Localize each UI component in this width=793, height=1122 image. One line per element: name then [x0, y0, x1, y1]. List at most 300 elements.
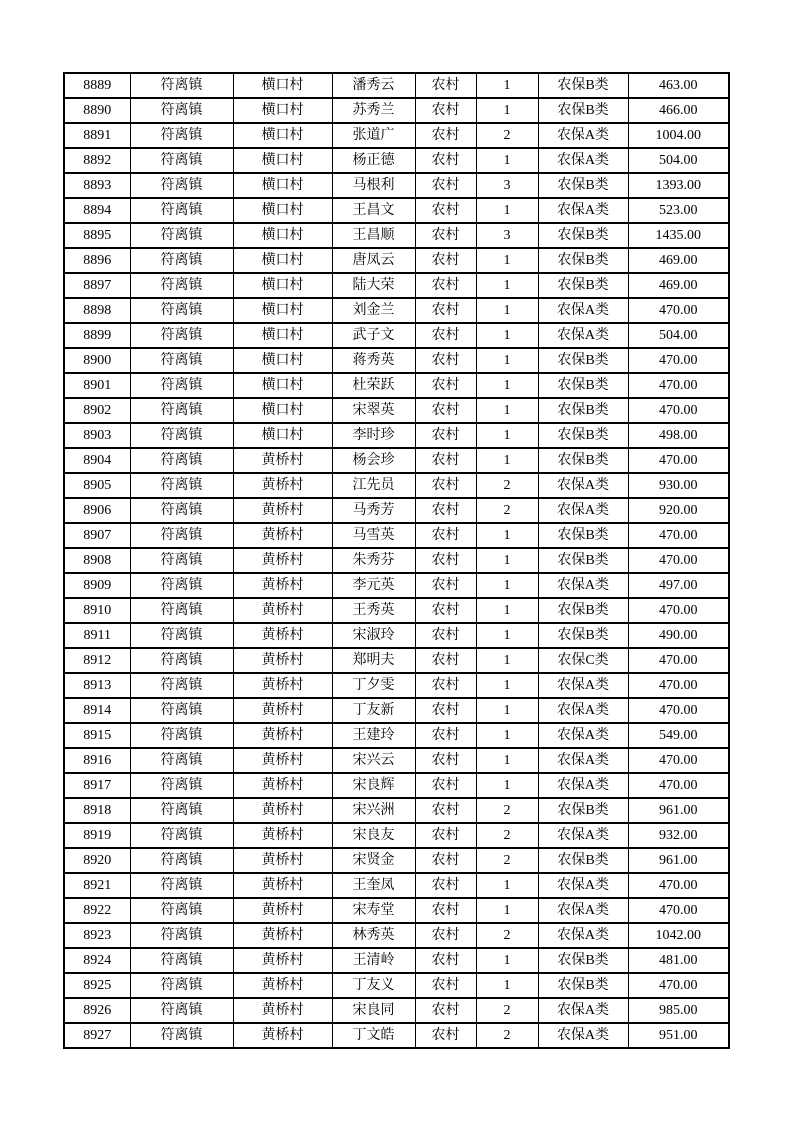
table-row [64, 323, 729, 348]
cell-town: 符离镇 [130, 123, 233, 148]
cell-type: 农村 [415, 198, 476, 223]
cell-count: 2 [476, 923, 538, 948]
cell-count: 2 [476, 498, 538, 523]
cell-town: 符离镇 [130, 673, 233, 698]
cell-village: 黄桥村 [233, 923, 332, 948]
table-row [64, 973, 729, 998]
cell-id: 8902 [64, 398, 130, 423]
cell-name: 杨正德 [332, 148, 415, 173]
cell-count: 1 [476, 873, 538, 898]
cell-village: 黄桥村 [233, 523, 332, 548]
cell-id: 8909 [64, 573, 130, 598]
cell-name: 丁文皓 [332, 1023, 415, 1048]
cell-town: 符离镇 [130, 473, 233, 498]
cell-village: 横口村 [233, 398, 332, 423]
cell-type: 农村 [415, 798, 476, 823]
cell-count: 2 [476, 848, 538, 873]
cell-town: 符离镇 [130, 423, 233, 448]
cell-id: 8925 [64, 973, 130, 998]
cell-amount: 470.00 [628, 448, 729, 473]
cell-count: 1 [476, 448, 538, 473]
cell-name: 王昌文 [332, 198, 415, 223]
cell-category: 农保B类 [538, 523, 628, 548]
cell-town: 符离镇 [130, 273, 233, 298]
table-row [64, 148, 729, 173]
table-row [64, 348, 729, 373]
cell-id: 8918 [64, 798, 130, 823]
cell-category: 农保B类 [538, 223, 628, 248]
cell-id: 8919 [64, 823, 130, 848]
cell-amount: 504.00 [628, 323, 729, 348]
cell-id: 8923 [64, 923, 130, 948]
cell-category: 农保B类 [538, 598, 628, 623]
cell-town: 符离镇 [130, 148, 233, 173]
cell-village: 黄桥村 [233, 798, 332, 823]
cell-amount: 1393.00 [628, 173, 729, 198]
cell-village: 横口村 [233, 323, 332, 348]
cell-category: 农保B类 [538, 448, 628, 473]
cell-name: 林秀英 [332, 923, 415, 948]
table-row [64, 398, 729, 423]
table-body [64, 73, 729, 1048]
cell-category: 农保A类 [538, 198, 628, 223]
cell-count: 2 [476, 823, 538, 848]
cell-id: 8906 [64, 498, 130, 523]
cell-village: 黄桥村 [233, 998, 332, 1023]
cell-type: 农村 [415, 448, 476, 473]
table-row [64, 248, 729, 273]
cell-type: 农村 [415, 98, 476, 123]
cell-amount: 470.00 [628, 973, 729, 998]
cell-count: 3 [476, 223, 538, 248]
cell-name: 宋兴云 [332, 748, 415, 773]
cell-category: 农保A类 [538, 923, 628, 948]
cell-category: 农保A类 [538, 873, 628, 898]
cell-town: 符离镇 [130, 723, 233, 748]
cell-name: 苏秀兰 [332, 98, 415, 123]
cell-name: 丁友义 [332, 973, 415, 998]
cell-name: 宋良同 [332, 998, 415, 1023]
cell-village: 横口村 [233, 198, 332, 223]
cell-village: 横口村 [233, 223, 332, 248]
cell-id: 8916 [64, 748, 130, 773]
cell-amount: 470.00 [628, 873, 729, 898]
cell-category: 农保B类 [538, 373, 628, 398]
cell-amount: 470.00 [628, 898, 729, 923]
cell-name: 刘金兰 [332, 298, 415, 323]
cell-village: 黄桥村 [233, 898, 332, 923]
cell-village: 横口村 [233, 148, 332, 173]
table-row [64, 498, 729, 523]
cell-count: 1 [476, 348, 538, 373]
table-row [64, 698, 729, 723]
cell-amount: 470.00 [628, 348, 729, 373]
cell-town: 符离镇 [130, 948, 233, 973]
table-row [64, 198, 729, 223]
cell-village: 黄桥村 [233, 948, 332, 973]
cell-village: 横口村 [233, 298, 332, 323]
cell-category: 农保A类 [538, 1023, 628, 1048]
cell-id: 8907 [64, 523, 130, 548]
cell-name: 王秀英 [332, 598, 415, 623]
cell-type: 农村 [415, 323, 476, 348]
cell-amount: 470.00 [628, 773, 729, 798]
cell-town: 符离镇 [130, 348, 233, 373]
cell-name: 王奎凤 [332, 873, 415, 898]
table-row [64, 298, 729, 323]
cell-category: 农保B类 [538, 273, 628, 298]
cell-village: 黄桥村 [233, 673, 332, 698]
cell-count: 1 [476, 673, 538, 698]
cell-id: 8910 [64, 598, 130, 623]
cell-town: 符离镇 [130, 823, 233, 848]
cell-amount: 549.00 [628, 723, 729, 748]
cell-name: 丁友新 [332, 698, 415, 723]
cell-name: 张道广 [332, 123, 415, 148]
cell-name: 郑明夫 [332, 648, 415, 673]
cell-amount: 470.00 [628, 373, 729, 398]
cell-type: 农村 [415, 898, 476, 923]
cell-name: 宋寿堂 [332, 898, 415, 923]
cell-amount: 470.00 [628, 673, 729, 698]
cell-name: 李元英 [332, 573, 415, 598]
cell-name: 王建玲 [332, 723, 415, 748]
table-row [64, 848, 729, 873]
cell-village: 横口村 [233, 423, 332, 448]
cell-type: 农村 [415, 73, 476, 98]
cell-id: 8897 [64, 273, 130, 298]
cell-type: 农村 [415, 823, 476, 848]
cell-name: 马根利 [332, 173, 415, 198]
cell-id: 8894 [64, 198, 130, 223]
cell-village: 黄桥村 [233, 648, 332, 673]
cell-id: 8920 [64, 848, 130, 873]
cell-id: 8912 [64, 648, 130, 673]
table-row [64, 798, 729, 823]
cell-town: 符离镇 [130, 498, 233, 523]
cell-type: 农村 [415, 123, 476, 148]
cell-id: 8893 [64, 173, 130, 198]
cell-village: 横口村 [233, 373, 332, 398]
cell-category: 农保B类 [538, 173, 628, 198]
cell-amount: 504.00 [628, 148, 729, 173]
cell-count: 1 [476, 723, 538, 748]
cell-village: 横口村 [233, 73, 332, 98]
cell-town: 符离镇 [130, 648, 233, 673]
table-row [64, 473, 729, 498]
cell-name: 宋兴洲 [332, 798, 415, 823]
cell-name: 唐凤云 [332, 248, 415, 273]
cell-type: 农村 [415, 648, 476, 673]
cell-name: 潘秀云 [332, 73, 415, 98]
cell-count: 1 [476, 398, 538, 423]
cell-id: 8917 [64, 773, 130, 798]
table-row [64, 273, 729, 298]
cell-count: 1 [476, 273, 538, 298]
cell-village: 黄桥村 [233, 773, 332, 798]
cell-category: 农保B类 [538, 548, 628, 573]
table-row [64, 223, 729, 248]
cell-count: 1 [476, 573, 538, 598]
cell-category: 农保B类 [538, 348, 628, 373]
cell-count: 1 [476, 973, 538, 998]
cell-town: 符离镇 [130, 298, 233, 323]
cell-count: 1 [476, 423, 538, 448]
cell-category: 农保A类 [538, 673, 628, 698]
cell-amount: 498.00 [628, 423, 729, 448]
cell-count: 1 [476, 548, 538, 573]
cell-village: 黄桥村 [233, 498, 332, 523]
cell-village: 黄桥村 [233, 548, 332, 573]
cell-id: 8895 [64, 223, 130, 248]
cell-village: 黄桥村 [233, 723, 332, 748]
cell-town: 符离镇 [130, 398, 233, 423]
cell-name: 宋翠英 [332, 398, 415, 423]
table-row [64, 373, 729, 398]
table-row [64, 523, 729, 548]
cell-amount: 961.00 [628, 798, 729, 823]
cell-id: 8900 [64, 348, 130, 373]
cell-type: 农村 [415, 223, 476, 248]
cell-type: 农村 [415, 423, 476, 448]
cell-category: 农保A类 [538, 723, 628, 748]
cell-name: 王清岭 [332, 948, 415, 973]
table-row [64, 1023, 729, 1048]
cell-town: 符离镇 [130, 573, 233, 598]
cell-name: 李时珍 [332, 423, 415, 448]
cell-category: 农保A类 [538, 773, 628, 798]
cell-id: 8922 [64, 898, 130, 923]
table-row [64, 823, 729, 848]
cell-town: 符离镇 [130, 873, 233, 898]
cell-category: 农保A类 [538, 898, 628, 923]
table-row [64, 448, 729, 473]
cell-type: 农村 [415, 1023, 476, 1048]
cell-id: 8911 [64, 623, 130, 648]
cell-category: 农保B类 [538, 623, 628, 648]
cell-id: 8889 [64, 73, 130, 98]
cell-village: 黄桥村 [233, 573, 332, 598]
cell-type: 农村 [415, 248, 476, 273]
cell-category: 农保B类 [538, 848, 628, 873]
cell-count: 1 [476, 898, 538, 923]
cell-category: 农保B类 [538, 98, 628, 123]
cell-type: 农村 [415, 598, 476, 623]
cell-category: 农保B类 [538, 798, 628, 823]
cell-type: 农村 [415, 498, 476, 523]
cell-name: 马秀芳 [332, 498, 415, 523]
cell-category: 农保C类 [538, 648, 628, 673]
table-row [64, 923, 729, 948]
cell-category: 农保B类 [538, 398, 628, 423]
cell-amount: 470.00 [628, 398, 729, 423]
cell-category: 农保A类 [538, 573, 628, 598]
cell-town: 符离镇 [130, 173, 233, 198]
cell-category: 农保B类 [538, 248, 628, 273]
cell-id: 8915 [64, 723, 130, 748]
table-row [64, 873, 729, 898]
cell-village: 横口村 [233, 173, 332, 198]
cell-category: 农保A类 [538, 123, 628, 148]
cell-amount: 1435.00 [628, 223, 729, 248]
cell-town: 符离镇 [130, 773, 233, 798]
cell-count: 1 [476, 298, 538, 323]
table-row [64, 123, 729, 148]
cell-town: 符离镇 [130, 73, 233, 98]
cell-count: 1 [476, 648, 538, 673]
cell-amount: 466.00 [628, 98, 729, 123]
cell-amount: 920.00 [628, 498, 729, 523]
cell-amount: 470.00 [628, 698, 729, 723]
cell-town: 符离镇 [130, 198, 233, 223]
table-row [64, 998, 729, 1023]
cell-town: 符离镇 [130, 223, 233, 248]
cell-category: 农保B类 [538, 948, 628, 973]
cell-type: 农村 [415, 573, 476, 598]
pension-table [63, 72, 730, 1049]
cell-village: 黄桥村 [233, 973, 332, 998]
cell-amount: 497.00 [628, 573, 729, 598]
cell-count: 1 [476, 698, 538, 723]
cell-id: 8914 [64, 698, 130, 723]
cell-name: 宋良友 [332, 823, 415, 848]
cell-id: 8913 [64, 673, 130, 698]
cell-category: 农保A类 [538, 473, 628, 498]
cell-type: 农村 [415, 398, 476, 423]
cell-count: 1 [476, 73, 538, 98]
cell-village: 横口村 [233, 248, 332, 273]
cell-type: 农村 [415, 673, 476, 698]
cell-name: 丁夕雯 [332, 673, 415, 698]
cell-count: 3 [476, 173, 538, 198]
cell-type: 农村 [415, 773, 476, 798]
cell-type: 农村 [415, 698, 476, 723]
cell-name: 宋淑玲 [332, 623, 415, 648]
cell-id: 8921 [64, 873, 130, 898]
cell-amount: 470.00 [628, 748, 729, 773]
cell-town: 符离镇 [130, 448, 233, 473]
cell-count: 1 [476, 98, 538, 123]
cell-type: 农村 [415, 523, 476, 548]
cell-category: 农保A类 [538, 298, 628, 323]
cell-village: 黄桥村 [233, 473, 332, 498]
table-row [64, 573, 729, 598]
cell-count: 1 [476, 373, 538, 398]
cell-amount: 961.00 [628, 848, 729, 873]
cell-name: 朱秀芬 [332, 548, 415, 573]
cell-type: 农村 [415, 973, 476, 998]
cell-id: 8901 [64, 373, 130, 398]
table-row [64, 648, 729, 673]
cell-id: 8892 [64, 148, 130, 173]
cell-id: 8896 [64, 248, 130, 273]
table-row [64, 73, 729, 98]
cell-category: 农保B类 [538, 73, 628, 98]
cell-id: 8899 [64, 323, 130, 348]
cell-amount: 985.00 [628, 998, 729, 1023]
table-row [64, 98, 729, 123]
cell-name: 江先员 [332, 473, 415, 498]
cell-type: 农村 [415, 273, 476, 298]
cell-category: 农保A类 [538, 748, 628, 773]
cell-amount: 481.00 [628, 948, 729, 973]
cell-town: 符离镇 [130, 598, 233, 623]
cell-amount: 463.00 [628, 73, 729, 98]
cell-type: 农村 [415, 998, 476, 1023]
cell-type: 农村 [415, 723, 476, 748]
cell-village: 黄桥村 [233, 823, 332, 848]
cell-count: 1 [476, 773, 538, 798]
cell-type: 农村 [415, 298, 476, 323]
cell-id: 8905 [64, 473, 130, 498]
cell-amount: 470.00 [628, 548, 729, 573]
cell-type: 农村 [415, 848, 476, 873]
cell-amount: 470.00 [628, 648, 729, 673]
cell-village: 黄桥村 [233, 748, 332, 773]
cell-town: 符离镇 [130, 548, 233, 573]
cell-count: 1 [476, 198, 538, 223]
cell-count: 2 [476, 473, 538, 498]
table-row [64, 898, 729, 923]
cell-count: 2 [476, 1023, 538, 1048]
table-row [64, 598, 729, 623]
cell-village: 横口村 [233, 123, 332, 148]
cell-amount: 951.00 [628, 1023, 729, 1048]
cell-name: 马雪英 [332, 523, 415, 548]
cell-type: 农村 [415, 873, 476, 898]
cell-count: 2 [476, 798, 538, 823]
cell-town: 符离镇 [130, 623, 233, 648]
cell-count: 1 [476, 748, 538, 773]
cell-category: 农保A类 [538, 498, 628, 523]
cell-id: 8926 [64, 998, 130, 1023]
cell-id: 8890 [64, 98, 130, 123]
cell-type: 农村 [415, 748, 476, 773]
cell-village: 黄桥村 [233, 598, 332, 623]
cell-town: 符离镇 [130, 998, 233, 1023]
cell-village: 黄桥村 [233, 448, 332, 473]
table-row [64, 773, 729, 798]
table-row [64, 173, 729, 198]
cell-name: 陆大荣 [332, 273, 415, 298]
cell-town: 符离镇 [130, 1023, 233, 1048]
cell-count: 2 [476, 998, 538, 1023]
cell-amount: 523.00 [628, 198, 729, 223]
cell-amount: 1042.00 [628, 923, 729, 948]
cell-amount: 932.00 [628, 823, 729, 848]
cell-town: 符离镇 [130, 923, 233, 948]
cell-name: 宋贤金 [332, 848, 415, 873]
cell-category: 农保A类 [538, 998, 628, 1023]
cell-count: 1 [476, 148, 538, 173]
cell-village: 黄桥村 [233, 623, 332, 648]
cell-village: 横口村 [233, 273, 332, 298]
cell-count: 1 [476, 948, 538, 973]
cell-type: 农村 [415, 623, 476, 648]
cell-id: 8904 [64, 448, 130, 473]
cell-id: 8898 [64, 298, 130, 323]
cell-amount: 470.00 [628, 298, 729, 323]
cell-village: 黄桥村 [233, 698, 332, 723]
cell-type: 农村 [415, 923, 476, 948]
table-row [64, 548, 729, 573]
cell-name: 武子文 [332, 323, 415, 348]
cell-category: 农保A类 [538, 823, 628, 848]
cell-town: 符离镇 [130, 698, 233, 723]
cell-town: 符离镇 [130, 748, 233, 773]
cell-name: 王昌顺 [332, 223, 415, 248]
cell-amount: 469.00 [628, 248, 729, 273]
